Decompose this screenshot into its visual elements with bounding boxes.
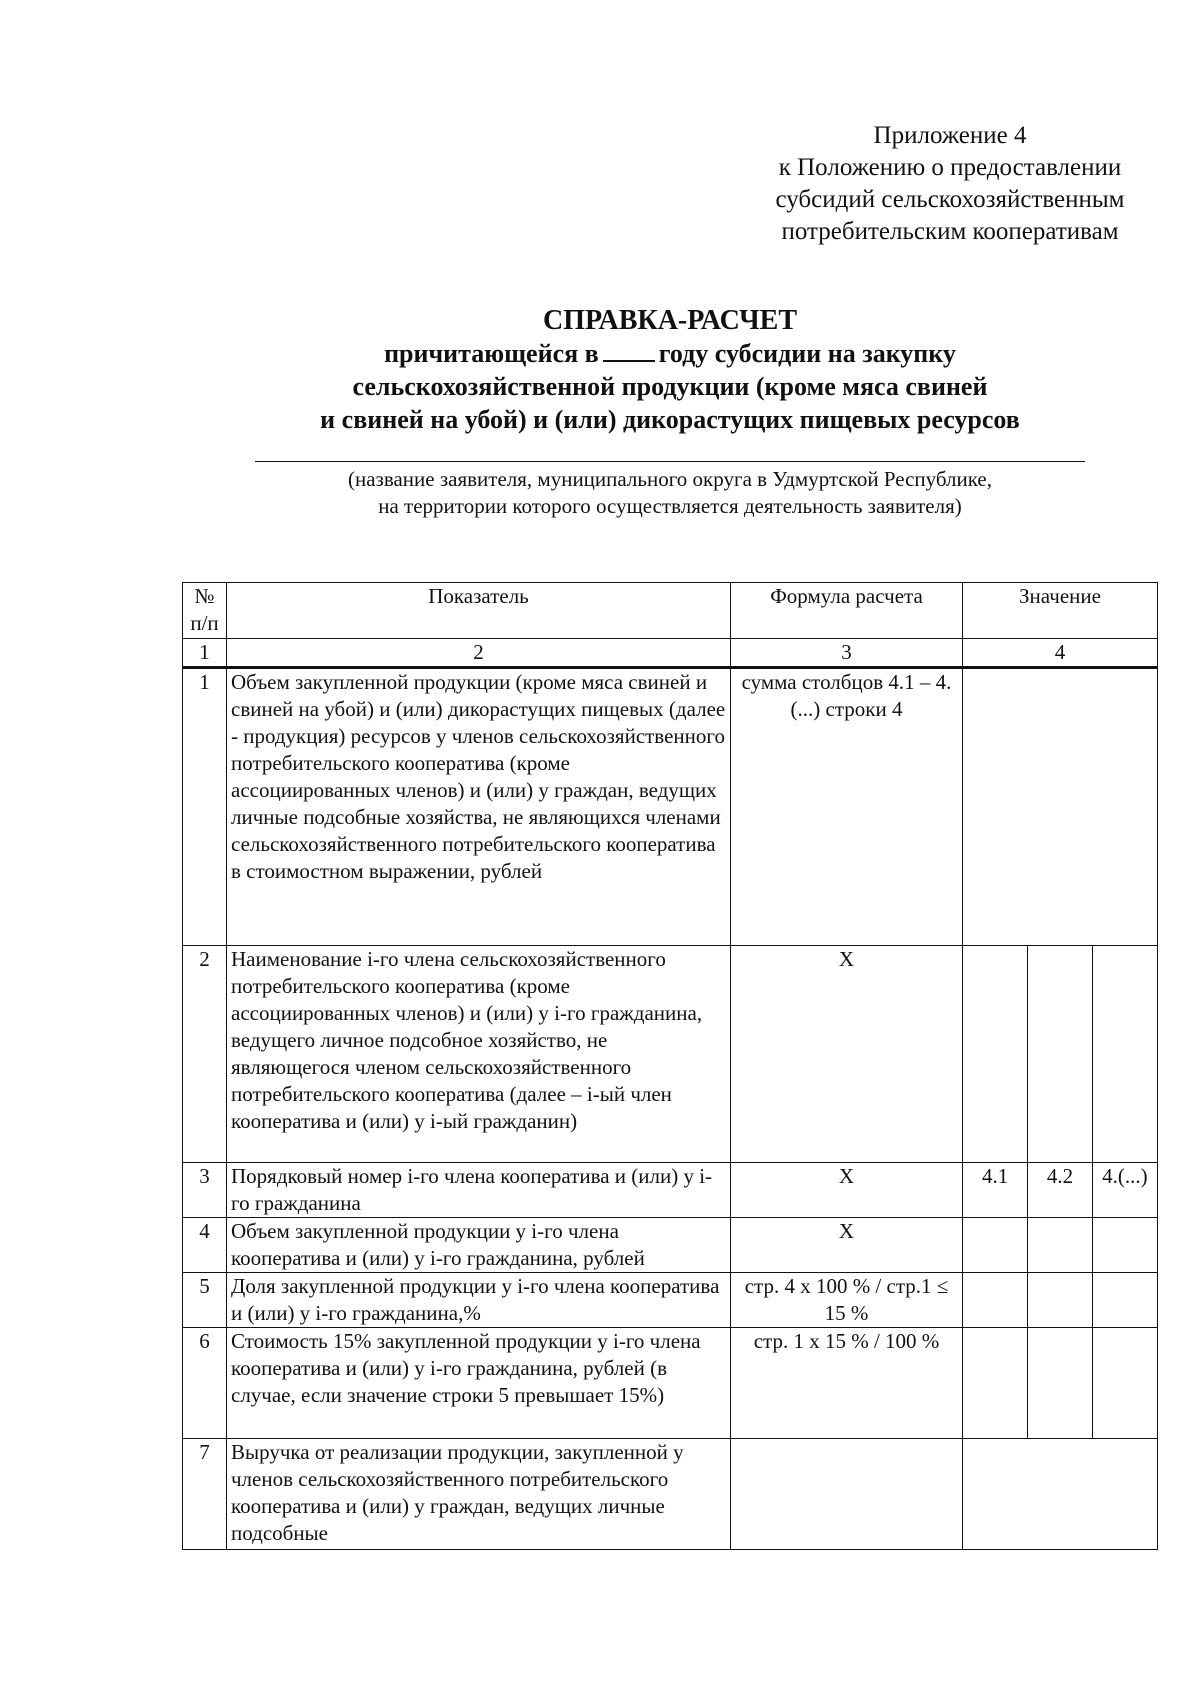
annex-line-2: к Положению о предоставлении (778, 154, 1122, 181)
row-value (963, 1218, 1158, 1273)
table-row (183, 668, 1158, 946)
annex-header (720, 120, 1180, 248)
value-cell (1092, 1328, 1157, 1438)
value-cell (1092, 1273, 1157, 1327)
calculation-table (182, 582, 1158, 1550)
row-indicator: Порядковый номер i-го члена кооператива и (или) у i-го гражданина (227, 1163, 731, 1218)
header-value: Значение (963, 583, 1158, 639)
row-formula: X (731, 1218, 963, 1273)
row-num: 4 (183, 1218, 227, 1273)
value-cell (963, 1218, 1028, 1272)
row-num: 6 (183, 1328, 227, 1439)
row-num: 2 (183, 946, 227, 1163)
table-row (183, 1273, 1158, 1328)
header-formula: Формула расчета (731, 583, 963, 639)
row-value (963, 668, 1158, 946)
table-row (183, 946, 1158, 1163)
row-formula: сумма столбцов 4.1 – 4.(...) строки 4 (731, 668, 963, 946)
applicant-caption (230, 466, 1110, 520)
annex-line-3: субсидий сельскохозяйственным (775, 186, 1125, 213)
col-number-3: 3 (731, 639, 963, 668)
col-number-2: 2 (227, 639, 731, 668)
value-cell (1028, 1273, 1093, 1327)
row-indicator: Наименование i-го члена сельскохозяйственного потребительского кооператива (кроме ассоциированных членов) и (или) у i-го гражданина, ведущего личное подсобное хозяйство, не являющегося членом сельскохозяйственного потребительского кооператива (далее – i-ый член кооператива и (или) у i-ый гражданин) (227, 946, 731, 1163)
value-cell (1028, 1328, 1093, 1438)
table-row (183, 1439, 1158, 1550)
row-formula: X (731, 1163, 963, 1218)
applicant-name-line (255, 461, 1085, 462)
row-num: 1 (183, 668, 227, 946)
table-header-row (183, 583, 1158, 639)
title-line-2-a: причитающейся в (384, 339, 599, 368)
annex-line-1: Приложение 4 (873, 122, 1027, 149)
row-value (963, 1273, 1158, 1328)
row-formula: X (731, 946, 963, 1163)
value-cell (1092, 946, 1157, 1162)
row-num: 5 (183, 1273, 227, 1328)
year-blank (603, 338, 655, 362)
row-indicator: Объем закупленной продукции (кроме мяса свиней и свиней на убой) и (или) дикорастущих пищевых (далее - продукция) ресурсов у членов сельскохозяйственного потребительского кооператива (кроме ассоциированных членов) и (или) у граждан, ведущих личные подсобные хозяйства, не являющихся членами сельскохозяйственного потребительского кооператива в стоимостном выражении, рублей (227, 668, 731, 946)
value-cell: 4.1 (963, 1163, 1028, 1217)
value-cell (963, 1273, 1028, 1327)
row-indicator: Доля закупленной продукции у i-го члена кооператива и (или) у i-го гражданина,% (227, 1273, 731, 1328)
title-line-3: сельскохозяйственной продукции (кроме мяса свиней (352, 372, 988, 401)
value-cell (1092, 1218, 1157, 1272)
table-row (183, 1218, 1158, 1273)
row-indicator: Выручка от реализации продукции, закупленной у членов сельскохозяйственного потребительского кооператива и (или) у граждан, ведущих личные подсобные (227, 1439, 731, 1550)
row-value (963, 946, 1158, 1163)
caption-line-2: на территории которого осуществляется деятельность заявителя) (378, 494, 962, 518)
document-title (200, 304, 1140, 436)
column-number-row (183, 639, 1158, 668)
col-number-4: 4 (963, 639, 1158, 668)
row-value (963, 1328, 1158, 1439)
title-line-2 (200, 337, 1140, 370)
row-formula (731, 1439, 963, 1550)
header-indicator: Показатель (227, 583, 731, 639)
row-formula: стр. 1 x 15 % / 100 % (731, 1328, 963, 1439)
annex-line-4: потребительским кооперативам (781, 218, 1119, 245)
row-indicator: Объем закупленной продукции у i-го члена кооператива и (или) у i-го гражданина, рублей (227, 1218, 731, 1273)
row-indicator: Стоимость 15% закупленной продукции у i-го члена кооператива и (или) у i-го гражданина, рублей (в случае, если значение строки 5 превышает 15%) (227, 1328, 731, 1439)
value-cell (1028, 946, 1093, 1162)
row-value (963, 1439, 1158, 1550)
table-row (183, 1163, 1158, 1218)
row-num: 3 (183, 1163, 227, 1218)
title-main: СПРАВКА-РАСЧЕТ (542, 305, 798, 336)
title-line-2-b: году субсидии на закупку (658, 339, 956, 368)
value-cell (963, 1328, 1028, 1438)
caption-line-1: (название заявителя, муниципального округа в Удмуртской Республике, (348, 467, 992, 491)
value-cell (963, 946, 1028, 1162)
value-cell: 4.2 (1028, 1163, 1093, 1217)
table-row (183, 1328, 1158, 1439)
row-formula: стр. 4 x 100 % / стр.1 ≤ 15 % (731, 1273, 963, 1328)
title-line-4: и свиней на убой) и (или) дикорастущих пищевых ресурсов (320, 405, 1020, 434)
value-cell: 4.(...) (1102, 1164, 1148, 1188)
value-cell (1028, 1218, 1093, 1272)
header-num: № п/п (183, 583, 227, 639)
row-value (963, 1163, 1158, 1218)
col-number-1: 1 (183, 639, 227, 668)
row-num: 7 (183, 1439, 227, 1550)
